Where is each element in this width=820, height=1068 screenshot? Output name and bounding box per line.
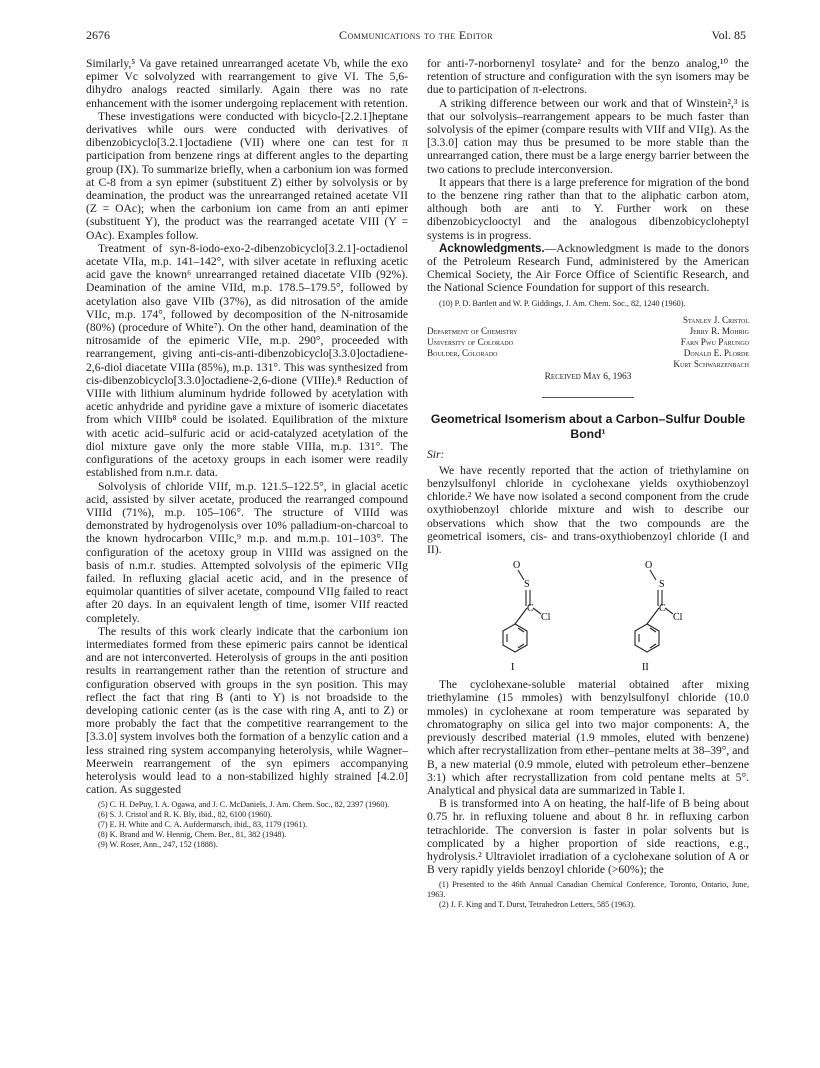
footnote: (10) P. D. Bartlett and W. P. Giddings, J. Am. Chem. Soc., 82, 1240 (1960). bbox=[439, 298, 686, 308]
footnote: (9) W. Roser, Ann., 247, 152 (1888). bbox=[98, 840, 218, 850]
author: Farn Pwu Parungo bbox=[680, 336, 749, 347]
atom-O: O bbox=[645, 560, 653, 572]
received-date: Received May 6, 1963 bbox=[544, 371, 632, 382]
running-title: Communications to the Editor bbox=[339, 28, 493, 42]
atom-O: O bbox=[513, 560, 521, 572]
structure-label-I: I bbox=[511, 662, 515, 674]
paragraph: The results of this work clearly indicate that the carbonium ion intermediates formed from these epimeric pairs cannot be identical and are not interconverted. Heterolysis of groups in the anti position results in rearrangement rather than the retention of structure and configuration observed with groups in the syn position. This may reflect the fact that ring B (anti to Y) is not broadside to the developing cationic center (as is the case with ring A, anti to Z) or more probably the fact that the competitive rearrangement to the [3.3.0] system involves both the formation of a benzylic cation and a less strained ring system accompanying heterolysis, while Wagner–Meerwein rearrangement of the syn epimers accompanying heterolysis would lead to a non-stabilized highly strained [4.2.0] cation. As suggested bbox=[86, 624, 408, 797]
structure-I bbox=[503, 570, 541, 652]
author: Donald E. Plorde bbox=[683, 347, 749, 358]
right-column bbox=[427, 57, 749, 910]
paragraph: Similarly,⁵ Va gave retained unrearranged acetate Vb, while the exo epimer Vc solvolyzed with rearrangement to give VI. The 5,6-dihydro analogs reacted similarly. Again there was no rate enhancement with the isomer undergoing replacement with retention. bbox=[86, 57, 408, 110]
footnotes bbox=[86, 800, 408, 850]
author: Jerry R. Mohrig bbox=[689, 325, 749, 336]
atom-S: S bbox=[524, 579, 530, 591]
footnote: (8) K. Brand and W. Hennig, Chem. Ber., 81, 382 (1948). bbox=[98, 830, 287, 840]
footnote: (7) E. H. White and C. A. Aufdermarsch, ibid., 83, 1179 (1961). bbox=[98, 820, 308, 830]
atom-Cl: Cl bbox=[673, 612, 683, 624]
divider bbox=[542, 397, 634, 398]
affiliation-line: Department of Chemistry bbox=[427, 325, 518, 336]
footnote: (1) Presented to the 46th Annual Canadian Chemical Conference, Toronto, Ontario, June, 1963. bbox=[427, 880, 749, 900]
paragraph: A striking difference between our work and that of Winstein²,³ is that our solvolysis–rearrangement appears to be much faster than solvolysis of the epimer (compare results with VIIf and VIIg). As the [3.3.0] cation may thus be presumed to be more stable than the unrearranged cation, there must be a large energy barrier between the two cations to preclude interconversion. bbox=[427, 96, 749, 176]
paragraph: We have recently reported that the action of triethylamine on benzylsulfonyl chloride in cyclohexane yields oxythiobenzoyl chloride.² We have now isolated a second component from the crude oxythiobenzoyl chloride mixture and wish to describe our observations which show that the two compounds are the geometrical isomers, cis- and trans-oxythiobenzoyl chloride (I and II). bbox=[427, 463, 749, 557]
signature-block bbox=[427, 315, 749, 383]
page-header bbox=[86, 28, 746, 46]
page-number: 2676 bbox=[86, 28, 110, 42]
paragraph: It appears that there is a large preference for migration of the bond to the benzene ring rather than that to the aliphatic carbon atom, although both are anti to Y. Further work on these dibenzobicyclooctyl and the analogous dibenzobicycloheptyl systems is in progress. bbox=[427, 175, 749, 242]
acknowledgments bbox=[427, 242, 749, 295]
paragraph: The cyclohexane-soluble material obtained after mixing triethylamine (15 mmoles) with benzylsulfonyl chloride (10.0 mmoles) in cyclohexane at room temperature was separated by chromatography on silica gel into two major components: A, the previously described material (1.9 mmoles, eluted with benzene) which after recrystallization from ether–pentane melts at 38–39°, and B, a new material (0.9 mmole, eluted with petroleum ether–benzene 3:1) which after recrystallization from cold pentane melts at 5°. Analytical and physical data are summarized in Table I. bbox=[427, 678, 749, 797]
ack-text: —Acknowledgment is made to the donors of the Petroleum Research Fund, administered by the American Chemical Society, the Air Force Office of Scientific Research, and the National Science Foundation for support of this research. bbox=[427, 241, 749, 295]
volume-label: Vol. 85 bbox=[711, 28, 746, 42]
paragraph: Treatment of syn-8-iodo-exo-2-dibenzobicyclo[3.2.1]-octadienol acetate VIIa, m.p. 141–142°, with silver acetate in refluxing acetic acid gave the known⁶ unrearranged retained diacetate VIIb (92%). Deamination of the amine VIId, m.p. 178.5–179.5°, followed by acetylation also gave VIIb (37%), as did nitrosation of the amide VIIc, m.p. 174°, followed by decomposition of the N-nitrosamide (80%) (procedure of White⁷). On the other hand, deamination of the nitrosamide of the epimeric VIIe, m.p. 290°, proceeded with rearrangement, giving anti-cis-anti-dibenzobicyclo[3.3.0]octadiene-2,6-diol diacetate VIIIa (85%), m.p. 131°. This was synthesized from cis-dibenzobicyclo[3.3.0]octadiene-2,6-dione (VIIIe).⁸ Reduction of VIIIe with lithium aluminum hydride followed by acetylation with acetic anhydride and pyridine gave a mixture of isomeric diacetates from which VIIIb⁸ could be isolated. Equilibration of the mixture with acetic acid–sulfuric acid or acid-catalyzed acetylation of the diol mixture gave only the more stable VIIIa, m.p. 131°. The configurations of the acetoxy groups in each isomer were readily established from n.m.r. data. bbox=[86, 241, 408, 480]
footnote: (2) J. F. King and T. Durst, Tetrahedron Letters, 585 (1963). bbox=[439, 900, 636, 910]
atom-S: S bbox=[659, 579, 665, 591]
affiliation-line: University of Colorado bbox=[427, 336, 514, 347]
affiliation-line: Boulder, Colorado bbox=[427, 347, 498, 358]
atom-Cl: Cl bbox=[541, 612, 551, 624]
author: Stanley J. Cristol bbox=[682, 314, 749, 325]
paragraph: These investigations were conducted with bicyclo-[2.2.1]heptane derivatives while ours were conducted with derivatives of dibenzobicyclo[3.2.1]octadiene (VII) where one can test for π participation from benzene rings at different angles to the departing group (IX). To summarize briefly, when a carbonium ion was formed at C-8 from a syn epimer (substituent Z) either by solvolysis or by deamination, the product was the unrearranged retained acetate VII (Z = OAc); when the carbonium ion came from an anti epimer (substituent Y), the product was the rearranged acetate VIII (Y = OAc). Examples follow. bbox=[86, 109, 408, 242]
paragraph: for anti-7-norbornenyl tosylate² and for the benzo analog,¹⁰ the retention of structure and configuration with the syn isomers may be due to participation of π-electrons. bbox=[427, 57, 749, 97]
atom-C: C bbox=[527, 603, 534, 615]
article-title: Geometrical Isomerism about a Carbon–Sulfur Double Bond¹ bbox=[430, 411, 746, 441]
footnote: (6) S. J. Cristol and R. K. Bly, ibid., 82, 6100 (1960). bbox=[98, 810, 273, 820]
structures-figure bbox=[427, 556, 749, 678]
structure-II bbox=[635, 570, 673, 652]
author: Kurt Schwarzenbach bbox=[673, 358, 749, 369]
chemical-structures bbox=[427, 556, 749, 678]
paragraph: B is transformed into A on heating, the half-life of B being about 0.75 hr. in refluxing toluene and about 8 hr. in refluxing carbon tetrachloride. The conversion is faster in polar solvents but is complicated by a higher proportion of side reactions, e.g., hydrolysis.² Ultraviolet irradiation of a cyclohexane solution of A or B very rapidly yields benzoyl chloride (>60%); the bbox=[427, 797, 749, 877]
structure-label-II: II bbox=[642, 662, 649, 674]
footnote: (5) C. H. DePuy, I. A. Ogawa, and J. C. McDaniels, J. Am. Chem. Soc., 82, 2397 (1960). bbox=[98, 800, 390, 810]
salutation: Sir: bbox=[427, 447, 445, 461]
paragraph: Solvolysis of chloride VIIf, m.p. 121.5–122.5°, in glacial acetic acid, assisted by silver acetate, produced the rearranged compound VIIId (71%), m.p. 105–106°. The structure of VIIId was demonstrated by hydrogenolysis over 10% palladium-on-charcoal to the known hydrocarbon VIIIc,⁹ m.p. and m.m.p. 101–103°. The configuration of the acetoxy group in VIIId was assigned on the basis of n.m.r. studies. Attempted solvolysis of the epimeric VIIg failed. In refluxing glacial acetic acid, and in the presence of equimolar quantities of silver acetate, compound VIIg failed to react after 20 days. In an equivalent length of time, isomer VIIf reacted completely. bbox=[86, 479, 408, 625]
ack-heading: Acknowledgments. bbox=[439, 241, 545, 255]
left-column bbox=[86, 57, 408, 850]
atom-C: C bbox=[659, 603, 666, 615]
footnotes bbox=[427, 880, 749, 910]
